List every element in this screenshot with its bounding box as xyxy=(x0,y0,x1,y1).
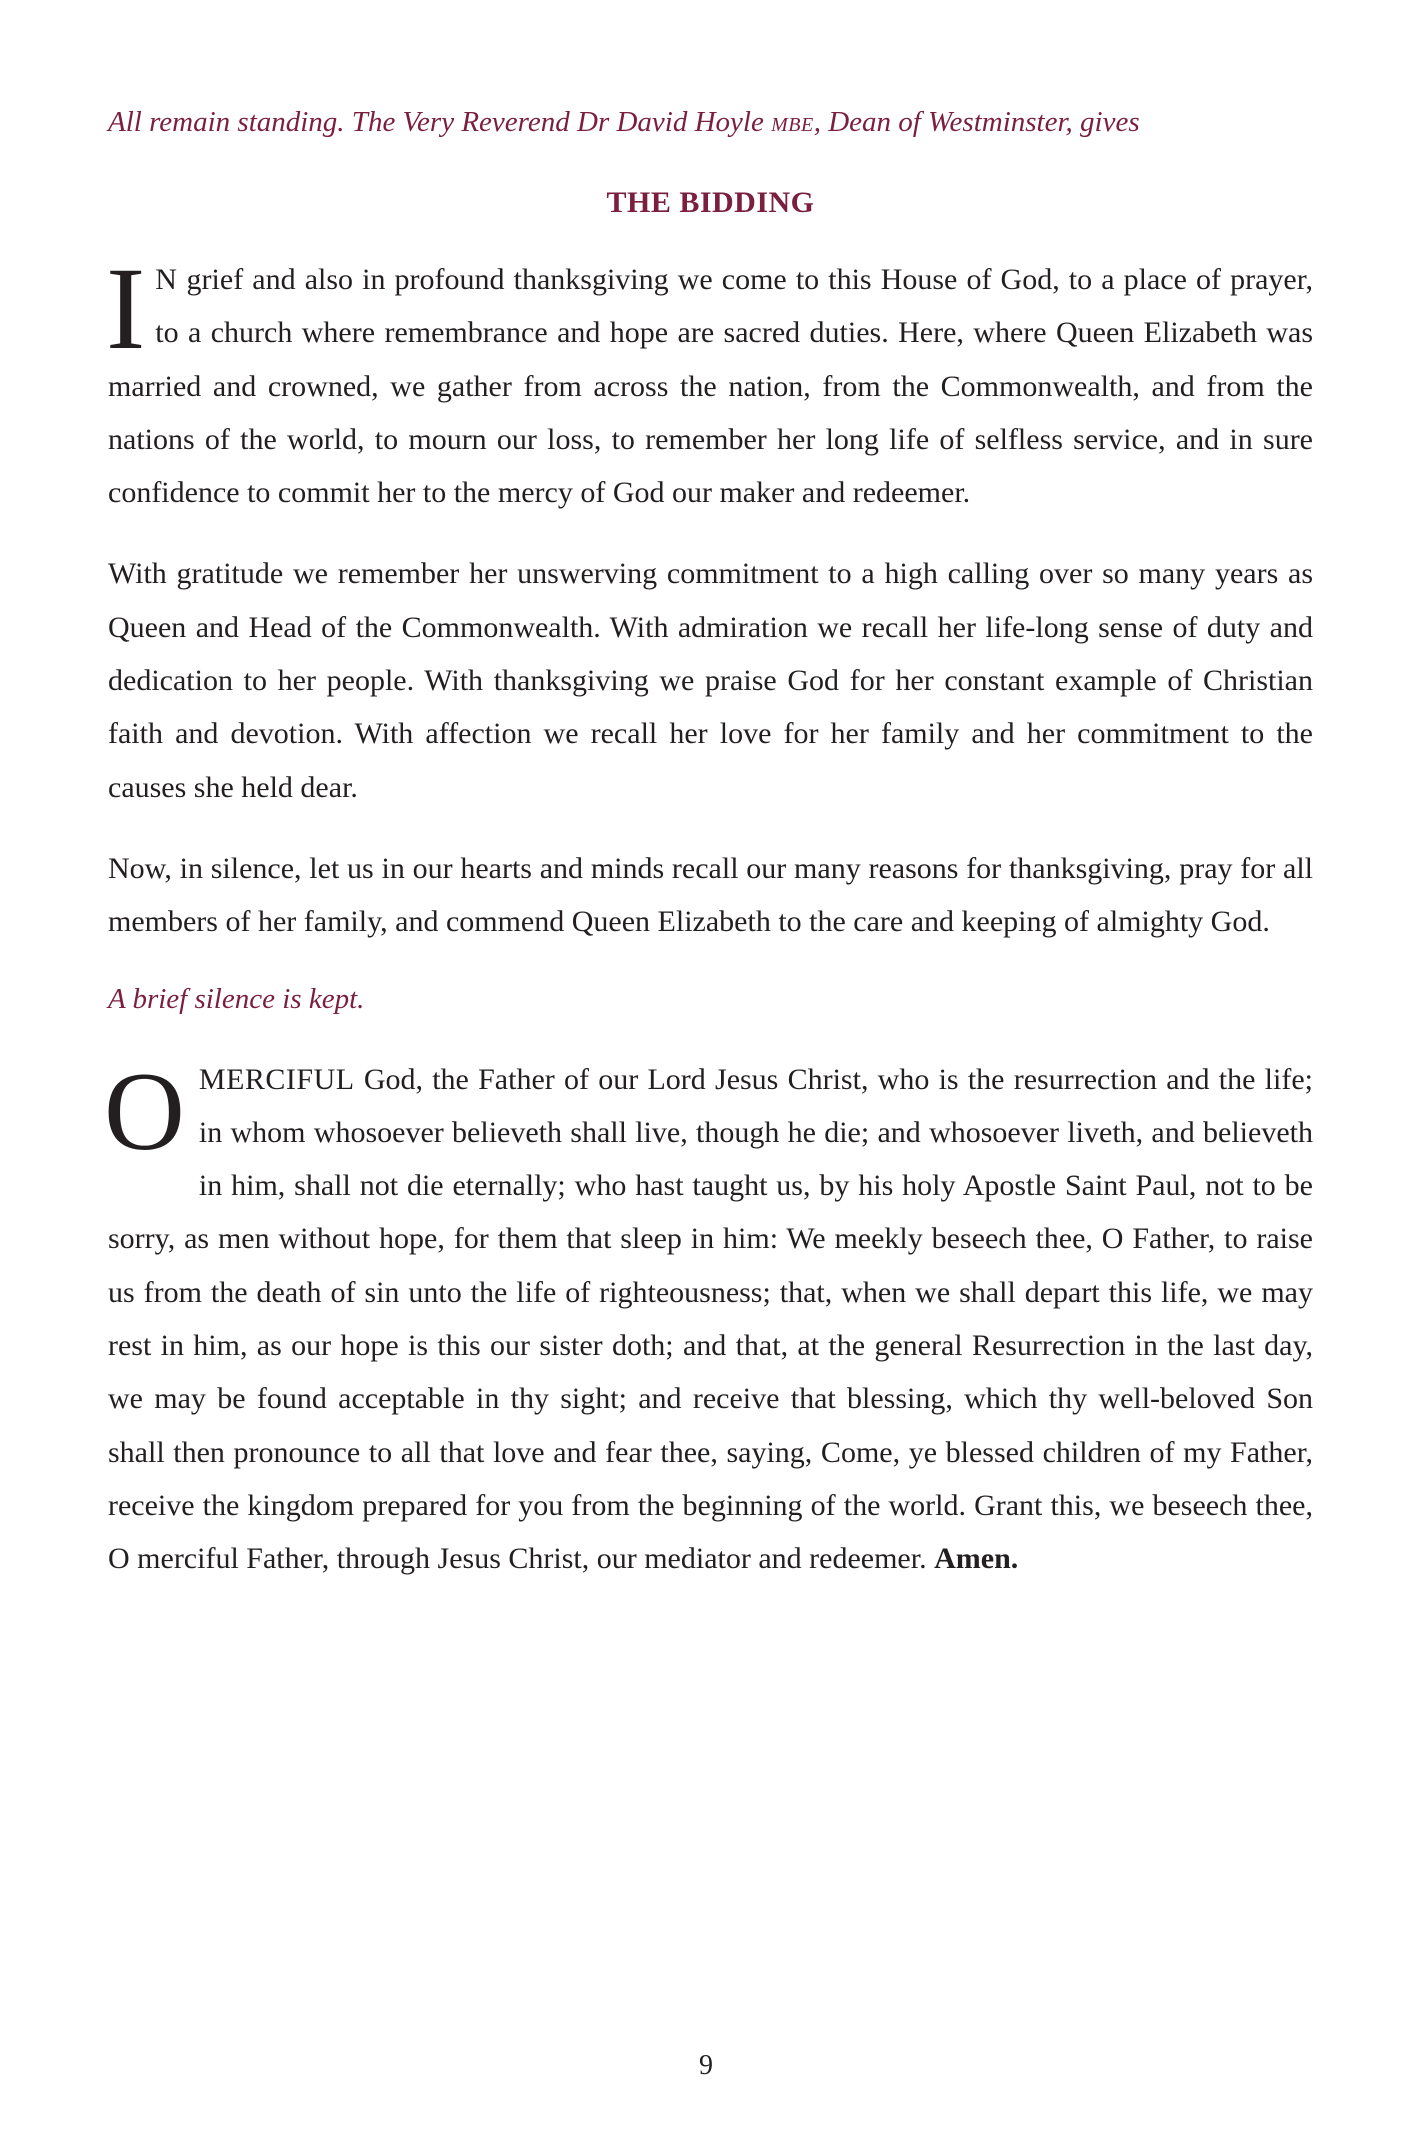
rubric-intro-honour: MBE xyxy=(771,114,814,136)
prayer-paragraph xyxy=(104,1049,1313,1586)
amen-response: Amen. xyxy=(934,1542,1019,1576)
rubric-intro-before: All remain standing. The Very Reverend Dr David Hoyle xyxy=(108,106,772,138)
drop-cap-i: I xyxy=(106,243,146,374)
bidding-paragraph-2: With gratitude we remember her unswerving commitment to a high calling over so many years as Queen and Head of the Commonwealth. With admiration we recall her life-long sense of duty and dedication to her people. With thanksgiving we praise God for her constant example of Christian faith and devotion. With affection we recall her love for her family and her commitment to the causes she held dear. xyxy=(108,557,1313,804)
bidding-p1-text: grief and also in profound thanksgiving we come to this House of God, to a place of prayer, to a church where remembrance and hope are sacred duties. Here, where Queen Elizabeth was married and crowned, we gather from across the nation, from the Commonwealth, and from the nations of the world, to mourn our loss, to remember her long life of selfless service, and in sure confidence to commit her to the mercy of God our maker and redeemer. xyxy=(108,263,1313,510)
rubric-intro xyxy=(108,98,1313,149)
section-heading: THE BIDDING xyxy=(606,186,815,219)
prayer-caps: MERCIFUL xyxy=(198,1062,355,1096)
page-number: 9 xyxy=(699,2050,713,2081)
page-content xyxy=(104,98,1313,1586)
bidding-paragraph-3: Now, in silence, let us in our hearts and minds recall our many reasons for thanksgiving, pray for all members of her family, and commend Queen Elizabeth to the care and keeping of almighty God. xyxy=(108,851,1313,939)
bidding-p1-caps: N xyxy=(155,263,178,296)
rubric-intro-after: , Dean of Westminster, gives xyxy=(813,106,1140,138)
rubric-silence: A brief silence is kept. xyxy=(108,982,365,1015)
drop-cap-o: O xyxy=(104,1049,185,1174)
bidding-paragraph-1 xyxy=(106,243,1313,519)
prayer-text: God, the Father of our Lord Jesus Christ, who is the resurrection and the life; in whom whosoever believeth shall live, though he die; and whosoever liveth, and believeth in him, shall not die eternally; who hast taught us, by his holy Apostle Saint Paul, not to be sorry, as men without hope, for them that sleep in him: We meekly beseech thee, O Father, to raise us from the death of sin unto the life of righteousness; that, when we shall depart this life, we may rest in him, as our hope is this our sister doth; and that, at the general Resurrection in the last day, we may be found acceptable in thy sight; and receive that blessing, which thy well-beloved Son shall then pronounce to all that love and fear thee, saying, Come, ye blessed children of my Father, receive the kingdom prepared for you from the beginning of the world. Grant this, we beseech thee, O merciful Father, through Jesus Christ, our mediator and redeemer. xyxy=(108,1062,1313,1576)
